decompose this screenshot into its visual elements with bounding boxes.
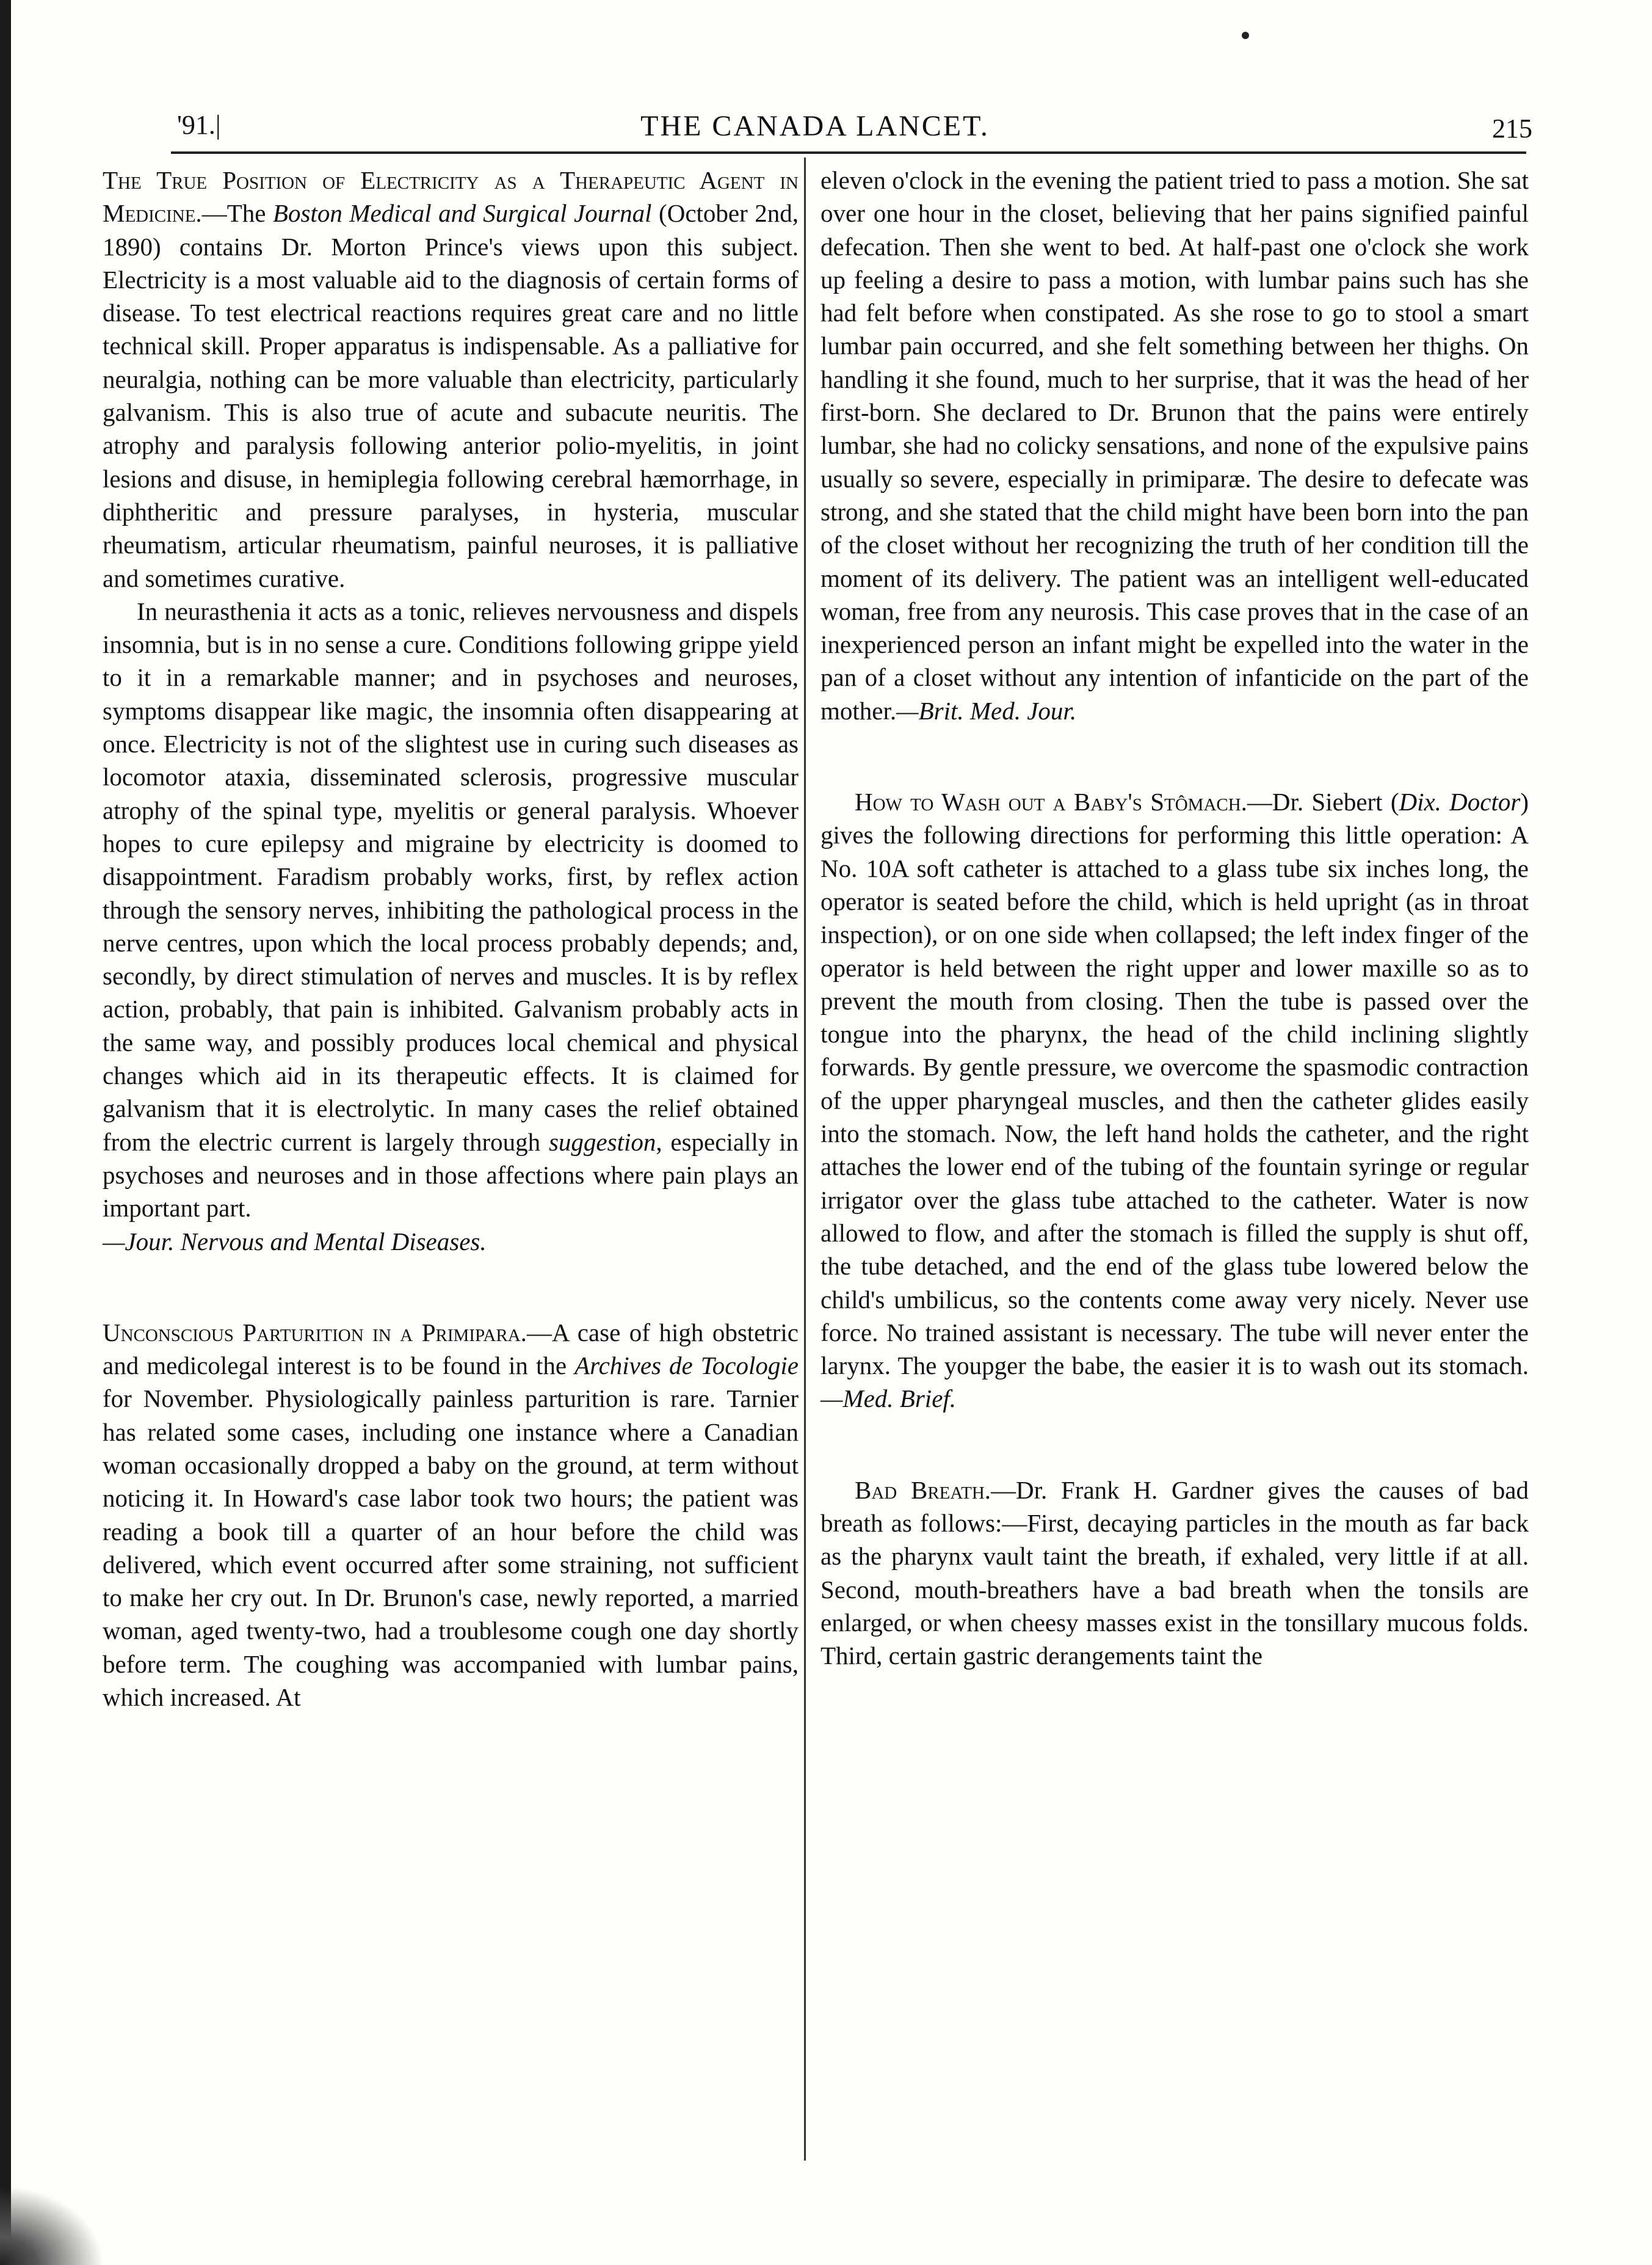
article-wash-stomach xyxy=(821,785,1529,1416)
article-paragraph xyxy=(821,1474,1529,1673)
article-spacer xyxy=(821,1416,1529,1474)
article-title: How to Wash out a Baby's Stômach. xyxy=(855,788,1247,816)
binding-edge xyxy=(0,0,11,2265)
article-title: The True Position of Electricity as a Therapeutic Agent in Medicine. xyxy=(103,166,799,228)
journal-title: THE CANADA LANCET. xyxy=(640,110,990,142)
article-text: —The xyxy=(201,199,273,228)
header-rule xyxy=(171,151,1526,154)
emphasis-text: suggestion xyxy=(548,1127,656,1156)
journal-reference: Boston Medical and Surgical Journal xyxy=(272,199,652,228)
article-paragraph xyxy=(821,164,1529,727)
article-unconscious-parturition xyxy=(103,1316,799,1714)
article-text: —Dr. Frank H. Gardner gives the causes of bad breath as follows:—First, decaying particles in the mouth as far back as the pharynx vault taint the breath, if exhaled, very little if at all. Second, mouth-breathers have a bad breath when the tonsils are enlarged, or when cheesy masses exist in the tonsillary mucous folds. Third, certain gastric derangements taint the xyxy=(821,1475,1529,1670)
article-title: Unconscious Parturition in a Primipara. xyxy=(103,1318,527,1347)
article-text: —A case of high obstetric and medicolegal interest is to be found in the xyxy=(103,1318,799,1380)
column-divider xyxy=(804,158,806,2161)
article-electricity xyxy=(103,164,799,1258)
ink-dot xyxy=(1242,32,1249,39)
article-source xyxy=(103,1225,799,1258)
article-text: , especially in psychoses and neuroses and in those affections where pain plays an important part. xyxy=(103,1127,799,1223)
article-bad-breath xyxy=(821,1474,1529,1673)
issue-year: '91.| xyxy=(177,110,221,140)
journal-reference: Dix. Doctor xyxy=(1399,788,1521,816)
article-text: —Dr. Siebert ( xyxy=(1247,788,1399,816)
source-citation: —Brit. Med. Jour. xyxy=(896,696,1077,725)
article-text: for November. Physiologically painless parturition is rare. Tarnier has related some cases, including one instance where a Canadian woman occasionally dropped a baby on the ground, at term without noticing it. In Howard's case labor took two hours; the patient was reading a book till a quarter of an hour before the child was delivered, which event occurred after some straining, not sufficient to make her cry out. In Dr. Brunon's case, newly reported, a married woman, aged twenty-two, had a troublesome cough one day shortly before term. The coughing was accompanied with lumbar pains, which increased. At xyxy=(103,1384,799,1712)
running-header xyxy=(98,95,1532,150)
article-paragraph xyxy=(821,785,1529,1416)
article-spacer xyxy=(821,727,1529,785)
article-spacer xyxy=(103,1258,799,1316)
article-paragraph xyxy=(103,1316,799,1714)
source-citation: —Med. Brief. xyxy=(821,1384,957,1413)
article-paragraph xyxy=(103,595,799,1225)
right-column xyxy=(821,164,1529,1672)
scan-corner-smudge xyxy=(0,2186,104,2265)
article-text: eleven o'clock in the evening the patient tried to pass a motion. She sat over one hour in the closet, believing that her pains signified painful defecation. Then she went to bed. At half-past one o'clock she work up feeling a desire to pass a motion, with lumbar pains such has she had felt before when constipated. As she rose to go to stool a smart lumbar pain occurred, and she felt something between her thighs. On handling it she found, much to her surprise, that it was the head of her first-born. She declared to Dr. Brunon that the pains were entirely lumbar, she had no colicky sensations, and none of the expulsive pains usually so severe, especially in primiparæ. The desire to defecate was strong, and she stated that the child might have been born into the pan of the closet without her recognizing the truth of her condition till the moment of its delivery. The patient was an intelligent well-educated woman, free from any neurosis. This case proves that in the case of an inexperienced person an infant might be expelled into the water in the pan of a closet without any intention of infanticide on the part of the mother. xyxy=(821,166,1529,725)
article-text: In neurasthenia it acts as a tonic, relieves nervousness and dispels insomnia, but is in no sense a cure. Conditions following grippe yield to it in a remarkable manner; and in psychoses and neuroses, symptoms disappear like magic, the insomnia often disappearing at once. Electricity is not of the slightest use in curing such diseases as locomotor ataxia, disseminated sclerosis, progressive muscular atrophy of the spinal type, myelitis or general paralysis. Whoever hopes to cure epilepsy and migraine by electricity is doomed to disappointment. Faradism probably works, first, by reflex action through the sensory nerves, inhibiting the pathological process in the nerve centres, upon which the local process probably depends; and, secondly, by direct stimulation of nerves and muscles. It is by reflex action, probably, that pain is inhibited. Galvanism probably acts in the same way, and possibly produces local chemical and physical changes which aid in its therapeutic effects. It is claimed for galvanism that it is electrolytic. In many cases the relief obtained from the electric current is largely through xyxy=(103,597,799,1156)
article-paragraph xyxy=(103,164,799,595)
journal-reference: Archives de Tocologie xyxy=(574,1351,799,1380)
source-citation: —Jour. Nervous and Mental Diseases. xyxy=(103,1227,487,1256)
page-number: 215 xyxy=(1492,114,1532,144)
article-text: ) gives the following directions for performing this little operation: A No. 10A soft catheter is attached to a glass tube six inches long, the operator is seated before the child, which is held upright (as in throat inspection), or on one side when collapsed; the left index finger of the operator is held between the right upper and lower maxille so as to prevent the mouth from closing. Then the tube is passed over the tongue into the pharynx, the head of the child inclining slightly forwards. By gentle pressure, we overcome the spasmodic contraction of the upper pharyngeal muscles, and then the catheter glides easily into the stomach. Now, the left hand holds the catheter, and the right attaches the lower end of the tubing of the fountain syringe or regular irrigator over the glass tube attached to the catheter. Water is now allowed to flow, and after the stomach is filled the supply is shut off, the tube detached, and the end of the glass tube lowered below the child's umbilicus, so the contents come away very nicely. Never use force. No trained assistant is necessary. The tube will never enter the larynx. The youpger the babe, the easier it is to wash out its stomach. xyxy=(821,788,1529,1380)
article-title: Bad Breath. xyxy=(855,1475,991,1504)
article-text: (October 2nd, 1890) contains Dr. Morton Prince's views upon this subject. Electricity is a most valuable aid to the diagnosis of certain forms of disease. To test electrical reactions requires great care and no little technical skill. Proper apparatus is indispensable. As a palliative for neuralgia, nothing can be more valuable than electricity, particularly galvanism. This is also true of acute and subacute neuritis. The atrophy and paralysis following anterior polio-myelitis, in joint lesions and disuse, in hemiplegia following cerebral hæmorrhage, in diphtheritic and pressure paralyses, in hysteria, muscular rheumatism, articular rheumatism, painful neuroses, it is palliative and sometimes curative. xyxy=(103,199,799,592)
left-column xyxy=(103,164,799,1714)
article-unconscious-parturition-continued xyxy=(821,164,1529,727)
